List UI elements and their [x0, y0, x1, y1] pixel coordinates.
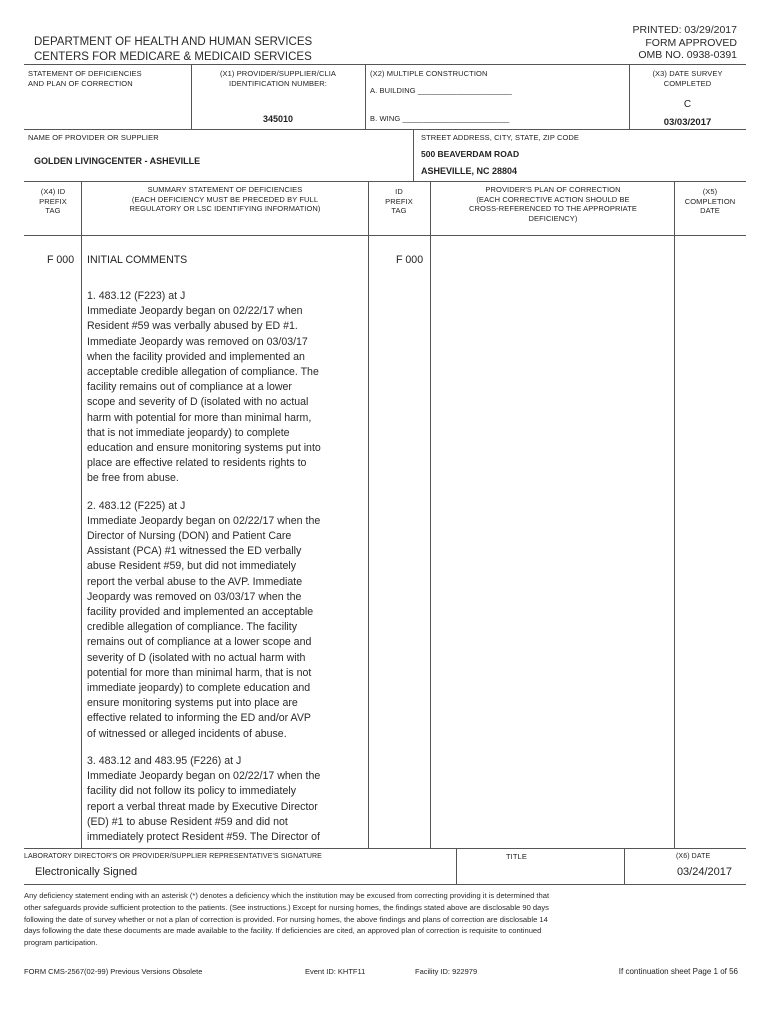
entry-heading: INITIAL COMMENTS	[87, 254, 188, 266]
x1-value: 345010	[262, 114, 294, 124]
summary-column-header: SUMMARY STATEMENT OF DEFICIENCIES (EACH DEFICIENCY MUST BE PRECEDED BY FULL REGULATORY OR LSC IDENTIFYING INFORMATION)	[129, 185, 321, 213]
finding-f223: 1. 483.12 (F223) at J Immediate Jeopardy began on 02/22/17 when Resident #59 was verbally abused by ED #1. Immediate Jeopardy was removed on 03/03/17 when the facility provided and implemented an acceptable credible allegation of compliance. The facility remains out of compliance at a lower scope and severity of D (isolated with no actual harm with potential for more than minimal harm, that is not immediate jeopardy) to complete education and ensure monitoring systems put into place are effective related to residents rights to be free from abuse.	[87, 290, 321, 485]
rule-v-date	[624, 848, 625, 884]
facility-id: Facility ID: 922979	[415, 967, 478, 976]
id-column-header: ID PREFIX TAG	[385, 187, 413, 215]
rule-signature	[24, 884, 746, 885]
rule-colhead	[24, 235, 746, 236]
signature-value: Electronically Signed	[35, 866, 138, 878]
x2-label: (X2) MULTIPLE CONSTRUCTION	[370, 69, 488, 78]
form-approved: FORM APPROVED	[645, 36, 737, 49]
rule-v-x2	[365, 64, 366, 129]
footnote: Any deficiency statement ending with an asterisk (*) denotes a deficiency which the institution may be excused from correcting providing it is determined that other safeguards provide sufficient protection to the patients. (See instructions.) Except for nursing homes, the findings stated above are disclosable 90 days following the date of survey whether or not a plan of correction is provided. For nursing homes, the above findings and plans of correction are disclosable 14 days following the date these documents are made available to the facility. If deficiencies are cited, an approved plan of correction is requisite to continued program participation.	[24, 891, 550, 948]
signature-date: 03/24/2017	[676, 866, 732, 878]
rule-v-title	[456, 848, 457, 884]
x3-letter: C	[683, 99, 692, 110]
date-label: (X6) DATE	[676, 853, 711, 860]
rule-provider	[24, 129, 746, 130]
address-label: STREET ADDRESS, CITY, STATE, ZIP CODE	[421, 133, 580, 142]
finding-f226: 3. 483.12 and 483.95 (F226) at J Immediate Jeopardy began on 02/22/17 when the facility did not follow its policy to immediately report a verbal threat made by Executive Director (ED) #1 to abuse Resident #59 and did not immediately protect Resident #59. The Director of	[87, 754, 321, 843]
statement-label: STATEMENT OF DEFICIENCIES AND PLAN OF CORRECTION	[28, 69, 142, 88]
rule-v-address	[413, 129, 414, 181]
centers-title: CENTERS FOR MEDICARE & MEDICAID SERVICES	[34, 51, 312, 63]
department-title: DEPARTMENT OF HEALTH AND HUMAN SERVICES	[34, 36, 313, 48]
rule-v-x3	[629, 64, 630, 129]
provider-name: GOLDEN LIVINGCENTER - ASHEVILLE	[34, 156, 201, 166]
city-state-zip: ASHEVILLE, NC 28804	[421, 166, 518, 176]
x3-date: 03/03/2017	[663, 117, 712, 128]
street-address: 500 BEAVERDAM ROAD	[421, 149, 520, 159]
continuation-page: If continuation sheet Page 1 of 56	[618, 967, 738, 976]
omb-number: OMB NO. 0938-0391	[638, 49, 737, 61]
left-tag: F 000	[47, 254, 75, 266]
x3-label: (X3) DATE SURVEY COMPLETED	[652, 69, 723, 88]
right-tag: F 000	[396, 254, 424, 266]
title-label: TITLE	[506, 852, 527, 861]
header-right-block	[517, 24, 737, 62]
x1-label: (X1) PROVIDER/SUPPLIER/CLIA IDENTIFICATION NUMBER:	[219, 69, 337, 88]
rule-top	[24, 64, 746, 65]
signature-label: LABORATORY DIRECTOR'S OR PROVIDER/SUPPLIER REPRESENTATIVE'S SIGNATURE	[24, 853, 322, 860]
form-number: FORM CMS-2567(02-99) Previous Versions Obsolete	[24, 967, 203, 976]
provider-name-label: NAME OF PROVIDER OR SUPPLIER	[28, 133, 159, 142]
entry-body	[87, 289, 365, 857]
plan-column-header: PROVIDER'S PLAN OF CORRECTION (EACH CORRECTIVE ACTION SHOULD BE CROSS-REFERENCED TO THE APPROPRIATE DEFICIENCY)	[469, 185, 637, 223]
wing-field: B. WING _________________________	[370, 114, 510, 123]
building-field: A. BUILDING ______________________	[370, 86, 512, 95]
printed-date: PRINTED: 03/29/2017	[632, 24, 737, 36]
rule-v-summary	[368, 181, 369, 848]
finding-f225: 2. 483.12 (F225) at J Immediate Jeopardy began on 02/22/17 when the Director of Nursing (DON) and Patient Care Assistant (PCA) #1 witnessed the ED verbally abuse Resident #59, but did not immediately report the verbal abuse to the AVP. Immediate Jeopardy was removed on 03/03/17 when the facility provided and implemented an acceptable credible allegation of compliance. The facility remains out of compliance at a lower scope and severity of D (isolated with no actual harm with potential for more than minimal harm, that is not immediate jeopardy) to complete education and ensure monitoring systems put into place are effective related to informing the ED and/or AVP of witnessed or alleged incidents of abuse.	[87, 499, 321, 740]
x4-column-header: (X4) ID PREFIX TAG	[39, 187, 67, 215]
rule-v-x1	[191, 64, 192, 129]
rule-v-tag	[81, 181, 82, 848]
rule-v-plan	[674, 181, 675, 848]
header-left-block	[34, 35, 312, 65]
rule-v-id	[430, 181, 431, 848]
event-id: Event ID: KHTF11	[305, 967, 366, 976]
x5-column-header: (X5) COMPLETION DATE	[684, 187, 736, 215]
rule-columns	[24, 181, 746, 182]
